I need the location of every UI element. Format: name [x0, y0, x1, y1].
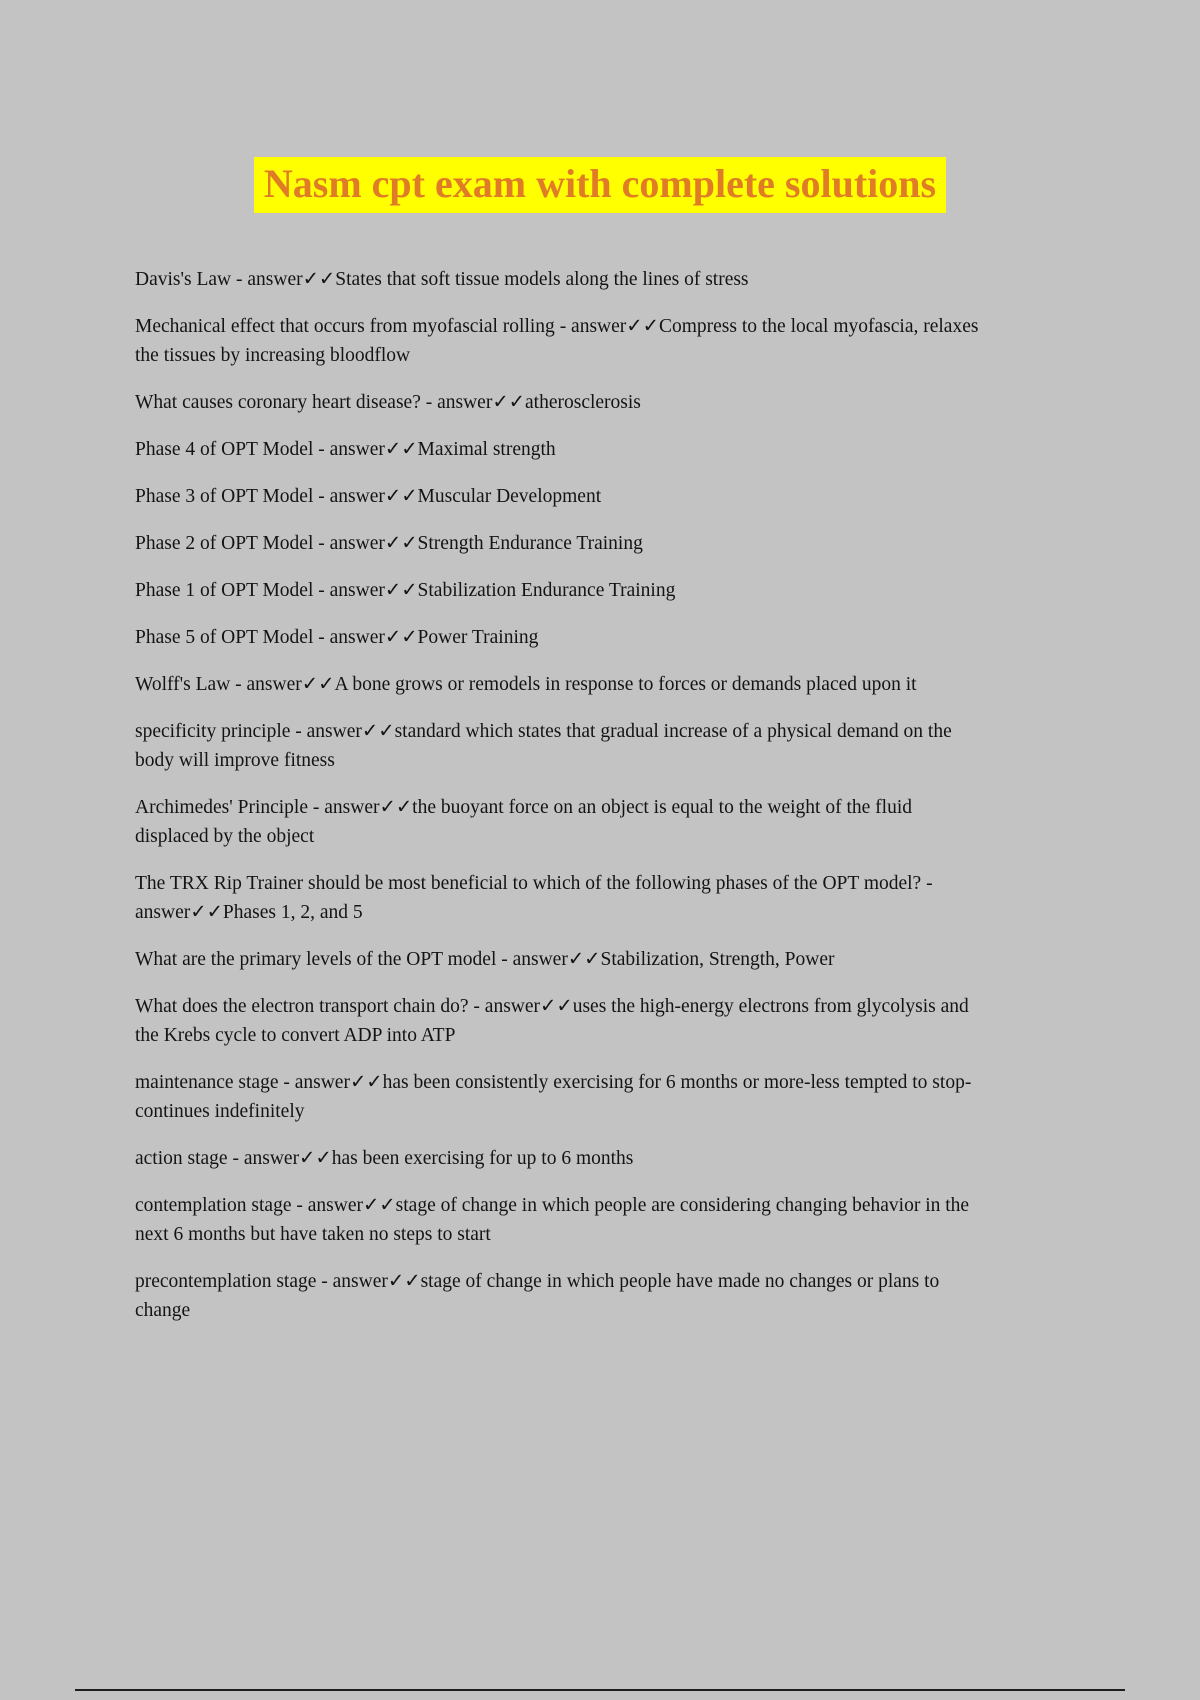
qa-answer: Power Training [417, 627, 539, 648]
answer-separator: - answer✓✓ [313, 580, 418, 601]
qa-term: Phase 5 of OPT Model [135, 627, 314, 648]
qa-term: precontemplation stage [135, 1271, 317, 1292]
qa-term: Mechanical effect that occurs from myofascial rolling [135, 316, 555, 337]
qa-item [135, 992, 980, 1050]
qa-answer: the buoyant force on an object is equal to the weight of the fluid displaced by the object [135, 797, 912, 847]
answer-separator: - answer✓✓ [313, 627, 418, 648]
qa-term: What does the electron transport chain do? [135, 996, 469, 1017]
qa-answer: has been consistently exercising for 6 months or more-less tempted to stop-continues indefinitely [135, 1072, 972, 1122]
qa-term: Phase 4 of OPT Model [135, 439, 314, 460]
page-title-text: Nasm cpt exam with complete solutions [254, 157, 946, 213]
qa-answer: Phases 1, 2, and 5 [222, 902, 363, 923]
qa-answer: Compress to the local myofascia, relaxes the tissues by increasing bloodflow [135, 316, 979, 366]
qa-item [135, 435, 980, 464]
qa-item [135, 576, 980, 605]
page-title [0, 157, 1200, 213]
qa-item [135, 945, 980, 974]
qa-answer: States that soft tissue models along the lines of stress [335, 269, 749, 290]
qa-term: Phase 3 of OPT Model [135, 486, 314, 507]
qa-item [135, 1068, 980, 1126]
qa-answer: Stabilization Endurance Training [417, 580, 676, 601]
qa-answer: Strength Endurance Training [417, 533, 643, 554]
qa-term: Wolff's Law [135, 674, 231, 695]
answer-separator: - answer✓✓ [496, 949, 601, 970]
answer-separator: - answer✓✓ [313, 439, 418, 460]
answer-separator: - answer✓✓ [420, 392, 526, 413]
qa-answer: standard which states that gradual increase of a physical demand on the body will improve fitness [135, 721, 952, 771]
qa-term: Phase 2 of OPT Model [135, 533, 314, 554]
qa-item [135, 793, 980, 851]
qa-term: What causes coronary heart disease? [135, 392, 421, 413]
qa-item [135, 388, 980, 417]
qa-item [135, 1144, 980, 1173]
qa-answer: A bone grows or remodels in response to forces or demands placed upon it [334, 674, 917, 695]
qa-item [135, 312, 980, 370]
answer-separator: - answer✓✓ [290, 721, 395, 742]
qa-item [135, 717, 980, 775]
qa-term: specificity principle [135, 721, 291, 742]
answer-separator: - answer✓✓ [468, 996, 573, 1017]
qa-item [135, 265, 980, 294]
qa-answer: atherosclerosis [525, 392, 641, 413]
qa-item [135, 529, 980, 558]
answer-separator: - answer✓✓ [291, 1195, 396, 1216]
qa-item [135, 869, 980, 927]
qa-answer: Maximal strength [417, 439, 556, 460]
qa-term: The TRX Rip Trainer should be most beneficial to which of the following phases of the OPT model? [135, 873, 922, 894]
qa-term: Davis's Law [135, 269, 232, 290]
qa-answer: stage of change in which people are considering changing behavior in the next 6 months but have taken no steps to start [135, 1195, 970, 1245]
qa-term: maintenance stage [135, 1072, 279, 1093]
answer-separator: - answer✓✓ [231, 269, 336, 290]
qa-term: contemplation stage [135, 1195, 292, 1216]
qa-item [135, 623, 980, 652]
qa-term: action stage [135, 1148, 228, 1169]
qa-answer: Stabilization, Strength, Power [600, 949, 835, 970]
qa-answer: Muscular Development [417, 486, 602, 507]
qa-term: Phase 1 of OPT Model [135, 580, 314, 601]
answer-separator: - answer✓✓ [227, 1148, 332, 1169]
qa-answer: stage of change in which people have made no changes or plans to change [135, 1271, 940, 1321]
qa-item [135, 670, 980, 699]
answer-separator: - answer✓✓ [135, 873, 938, 923]
qa-item [135, 1267, 980, 1325]
answer-separator: - answer✓✓ [313, 533, 418, 554]
qa-item [135, 1191, 980, 1249]
qa-term: Archimedes' Principle [135, 797, 309, 818]
qa-answer: has been exercising for up to 6 months [331, 1148, 634, 1169]
answer-separator: - answer✓✓ [230, 674, 335, 695]
page-bottom-divider [75, 1689, 1125, 1691]
qa-item [135, 482, 980, 511]
answer-separator: - answer✓✓ [308, 797, 413, 818]
answer-separator: - answer✓✓ [316, 1271, 421, 1292]
answer-separator: - answer✓✓ [278, 1072, 383, 1093]
answer-separator: - answer✓✓ [313, 486, 418, 507]
qa-term: What are the primary levels of the OPT model [135, 949, 497, 970]
qa-answer: uses the high-energy electrons from glycolysis and the Krebs cycle to convert ADP into ATP [135, 996, 969, 1046]
qa-list [135, 265, 980, 1325]
answer-separator: - answer✓✓ [554, 316, 659, 337]
